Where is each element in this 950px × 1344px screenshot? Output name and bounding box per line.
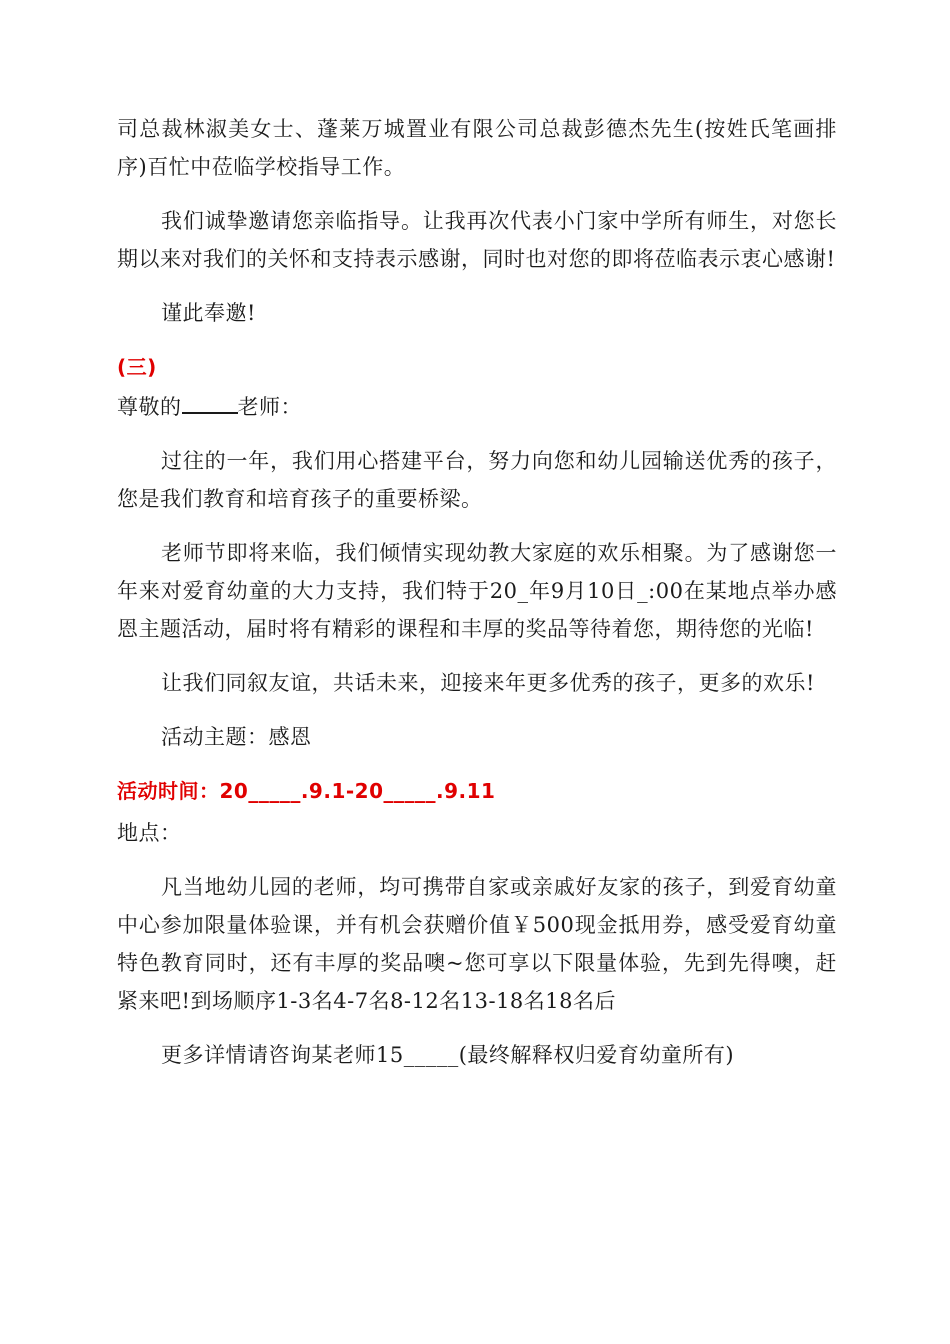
paragraph-details: 凡当地幼儿园的老师，均可携带自家或亲戚好友家的孩子，到爱育幼童中心参加限量体验课，并有机会获赠价值￥500现金抵用券，感受爱育幼童特色教育同时，还有丰厚的奖品噢~您可享以下限量体验，先到先得噢，赶紧来吧!到场顺序1-3名4-7名8-12名13-18名18名后 xyxy=(117,875,837,1013)
activity-time: 活动时间：20_____.9.1-20_____.9.11 xyxy=(117,779,496,803)
section-heading: (三) xyxy=(117,355,157,379)
activity-theme: 活动主题：感恩 xyxy=(161,725,312,749)
greeting-suffix: 老师： xyxy=(237,395,302,419)
name-blank xyxy=(182,388,238,414)
greeting-prefix: 尊敬的 xyxy=(117,395,182,419)
paragraph-friendship: 让我们同叙友谊，共话未来，迎接来年更多优秀的孩子，更多的欢乐! xyxy=(161,671,815,695)
paragraph-past-year: 过往的一年，我们用心搭建平台，努力向您和幼儿园输送优秀的孩子，您是我们教育和培育孩子的重要桥梁。 xyxy=(117,449,837,511)
paragraph-contact: 更多详情请咨询某老师15_____(最终解释权归爱育幼童所有) xyxy=(161,1043,735,1067)
location-line: 地点： xyxy=(117,821,182,845)
paragraph-guests: 司总裁林淑美女士、蓬莱万城置业有限公司总裁彭德杰先生(按姓氏笔画排序)百忙中莅临学校指导工作。 xyxy=(117,117,837,179)
paragraph-teachers-day: 老师节即将来临，我们倾情实现幼教大家庭的欢乐相聚。为了感谢您一年来对爱育幼童的大力支持，我们特于20_年9月10日_:00在某地点举办感恩主题活动，届时将有精彩的课程和丰厚的奖品等待着您，期待您的光临! xyxy=(117,541,837,641)
paragraph-closing: 谨此奉邀! xyxy=(161,301,256,325)
document-page xyxy=(117,110,837,1074)
paragraph-invitation: 我们诚挚邀请您亲临指导。让我再次代表小门家中学所有师生，对您长期以来对我们的关怀和支持表示感谢，同时也对您的即将莅临表示衷心感谢! xyxy=(117,209,837,271)
greeting-line xyxy=(117,388,837,426)
